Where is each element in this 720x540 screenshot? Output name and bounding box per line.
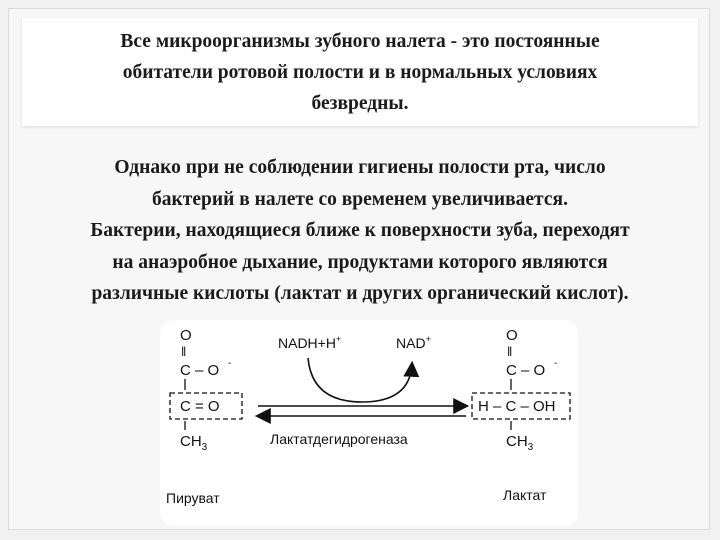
body-line: на анаэробное дыхание, продуктами которого являются [112,251,608,273]
pyruvate-double-bond: ‖ [181,344,187,359]
pyruvate-methyl: $CH_3$ [180,433,208,453]
pyruvate-charge: - [228,358,232,369]
header-line: обитатели ротовой полости и в нормальных условиях [122,62,598,83]
lactate-o-top: O [506,327,518,344]
body-line: Однако при не соблюдении гигиены полости рта, число [114,157,606,178]
enzyme-label: Лактатдегидрогеназа [270,431,408,447]
body-line: бактерий в налете со временем увеличивается. [152,188,568,210]
header-text [40,26,680,119]
pyruvate-o-top: O [180,327,192,344]
reaction-diagram [160,320,578,526]
cofactor-curve-arrow [308,358,412,402]
pyruvate-carbonyl: C = O [180,398,220,415]
body-text [14,152,706,310]
lactate-charge: - [554,358,558,369]
lactate-double-bond: ‖ [507,344,513,359]
body-line: Бактерии, находящиеся ближе к поверхности зуба, переходят [90,220,630,241]
nadh-label: NADH+H+ [278,334,342,351]
nad-label: NAD+ [396,334,431,351]
pyruvate-carboxyl: C – O [180,362,220,379]
lactate-hydroxyl-group: H – C – OH [478,398,556,415]
header-line: безвредны. [311,93,409,114]
reaction-diagram-svg [160,320,578,526]
pyruvate-label: Пируват [166,490,220,506]
lactate-carboxyl: C – O [506,362,546,379]
header-line: Все микроорганизмы зубного налета - это постоянные [120,31,600,52]
lactate-methyl: $CH_3$ [506,433,534,453]
lactate-label: Лактат [503,487,547,503]
body-line: различные кислоты (лактат и других органический кислот). [91,283,629,304]
